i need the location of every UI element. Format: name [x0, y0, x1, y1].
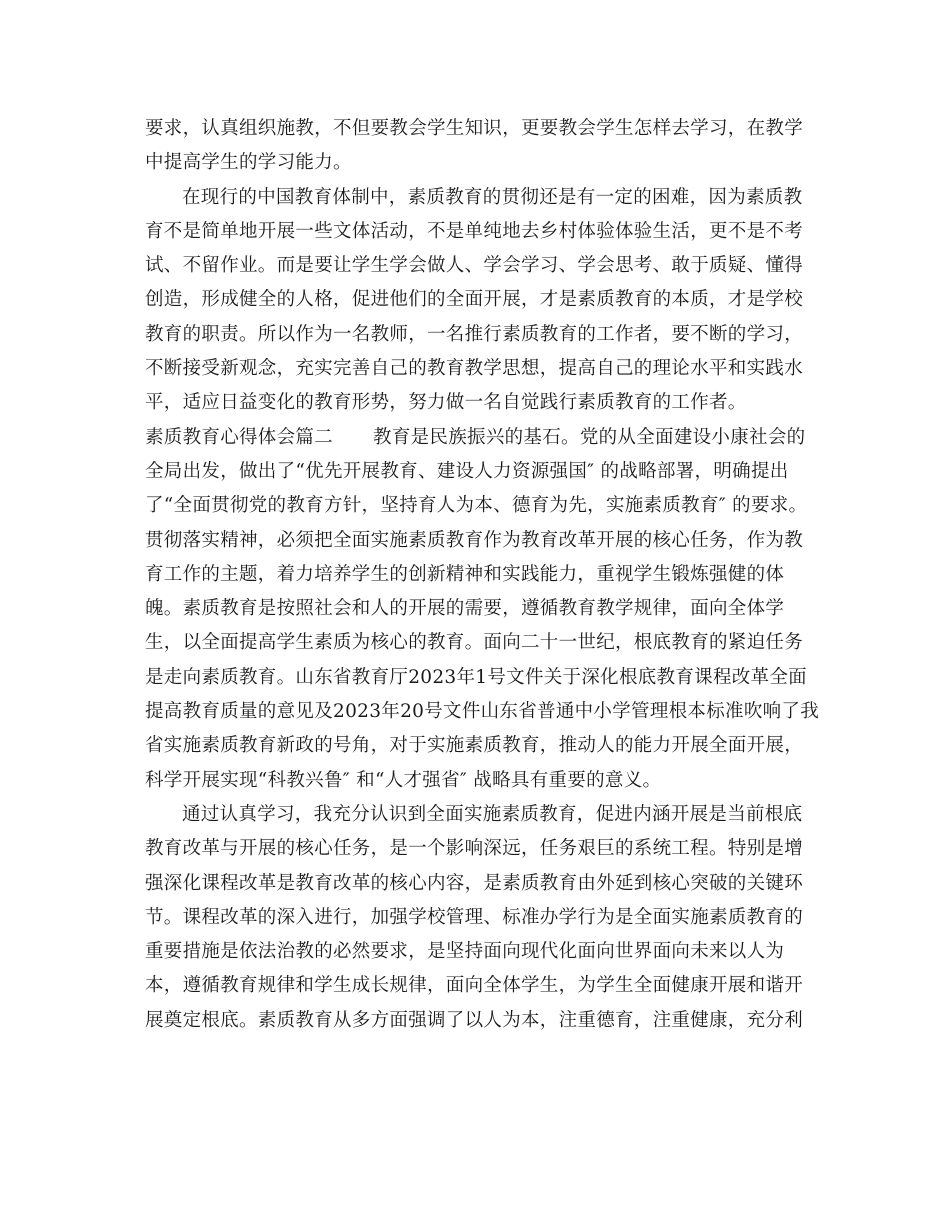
text-line: 全局出发，做出了“优先开展教育、建设人力资源强国″ 的战略部署，明确提出 — [145, 460, 789, 482]
text-line: 中提高学生的学习能力。 — [145, 152, 352, 174]
text-line: 强深化课程改革是教育改革的核心内容，是素质教育由外延到核心突破的关键环 — [145, 872, 804, 894]
text-line: 育不是简单地开展一些文体活动，不是单纯地去乡村体验体验生活，更不是不考 — [145, 220, 804, 242]
section-heading-line — [145, 421, 815, 455]
text-line: 平，适应日益变化的教育形势，努力做一名自觉践行素质教育的工作者。 — [145, 392, 747, 414]
section-first-sentence: 教育是民族振兴的基石。党的从全面建设小康社会的 — [373, 426, 806, 448]
text-line: 省实施素质教育新政的号角，对于实施素质教育，推动人的能力开展全面开展， — [145, 735, 804, 757]
paragraph-start-line: 在现行的中国教育体制中，素质教育的贯彻还是有一定的困难，因为素质教 — [182, 186, 803, 208]
text-line: 了“全面贯彻党的教育方针，坚持育人为本、德育为先，实施素质教育″ 的要求。 — [145, 495, 808, 517]
text-line: 试、不留作业。而是要让学生学会做人、学会学习、学会思考、敢于质疑、懂得 — [145, 255, 804, 277]
text-line: 育工作的主题，着力培养学生的创新精神和实践能力，重视学生锻炼强健的体 — [145, 563, 785, 585]
text-line: 科学开展实现“科教兴鲁″ 和“人才强省″ 战略具有重要的意义。 — [145, 769, 662, 791]
text-line: 教育的职责。所以作为一名教师，一名推行素质教育的工作者，要不断的学习， — [145, 323, 804, 345]
text-line: 要求，认真组织施教，不但要教会学生知识，更要教会学生怎样去学习，在教学 — [145, 118, 804, 139]
text-line: 魄。素质教育是按照社会和人的开展的需要，遵循教育教学规律，面向全体学 — [145, 598, 785, 620]
section-heading: 素质教育心得体会篇二 — [145, 426, 334, 448]
paragraph-start-line: 通过认真学习，我充分认识到全面实施素质教育，促进内涵开展是当前根底 — [182, 803, 803, 825]
text-line: 不断接受新观念，充实完善自己的教育教学思想，提高自己的理论水平和实践水 — [145, 358, 804, 380]
text-line: 教育改革与开展的核心任务，是一个影响深远，任务艰巨的系统工程。特别是增 — [145, 838, 804, 860]
text-line: 生，以全面提高学生素质为核心的教育。面向二十一世纪，根底教育的紧迫任务 — [145, 632, 804, 654]
text-line: 节。课程改革的深入进行，加强学校管理、标准办学行为是全面实施素质教育的 — [145, 906, 804, 928]
text-line: 是走向素质教育。山东省教育厅2023年1号文件关于深化根底教育课程改革全面 — [145, 666, 807, 688]
text-line: 展奠定根底。素质教育从多方面强调了以人为本，注重德育，注重健康，充分利 — [145, 1009, 804, 1031]
text-line: 创造，形成健全的人格，促进他们的全面开展，才是素质教育的本质，才是学校 — [145, 289, 804, 311]
text-line: 重要措施是依法治教的必然要求，是坚持面向现代化面向世界面向未来以人为 — [145, 941, 785, 963]
document-body — [145, 112, 820, 1038]
text-line: 本，遵循教育规律和学生成长规律，面向全体学生，为学生全面健康开展和谐开 — [145, 975, 804, 997]
text-line: 贯彻落实精神，必须把全面实施素质教育作为教育改革开展的核心任务，作为教 — [145, 529, 804, 551]
text-line: 提高教育质量的意见及2023年20号文件山东省普通中小学管理根本标准吹响了我 — [145, 701, 820, 723]
